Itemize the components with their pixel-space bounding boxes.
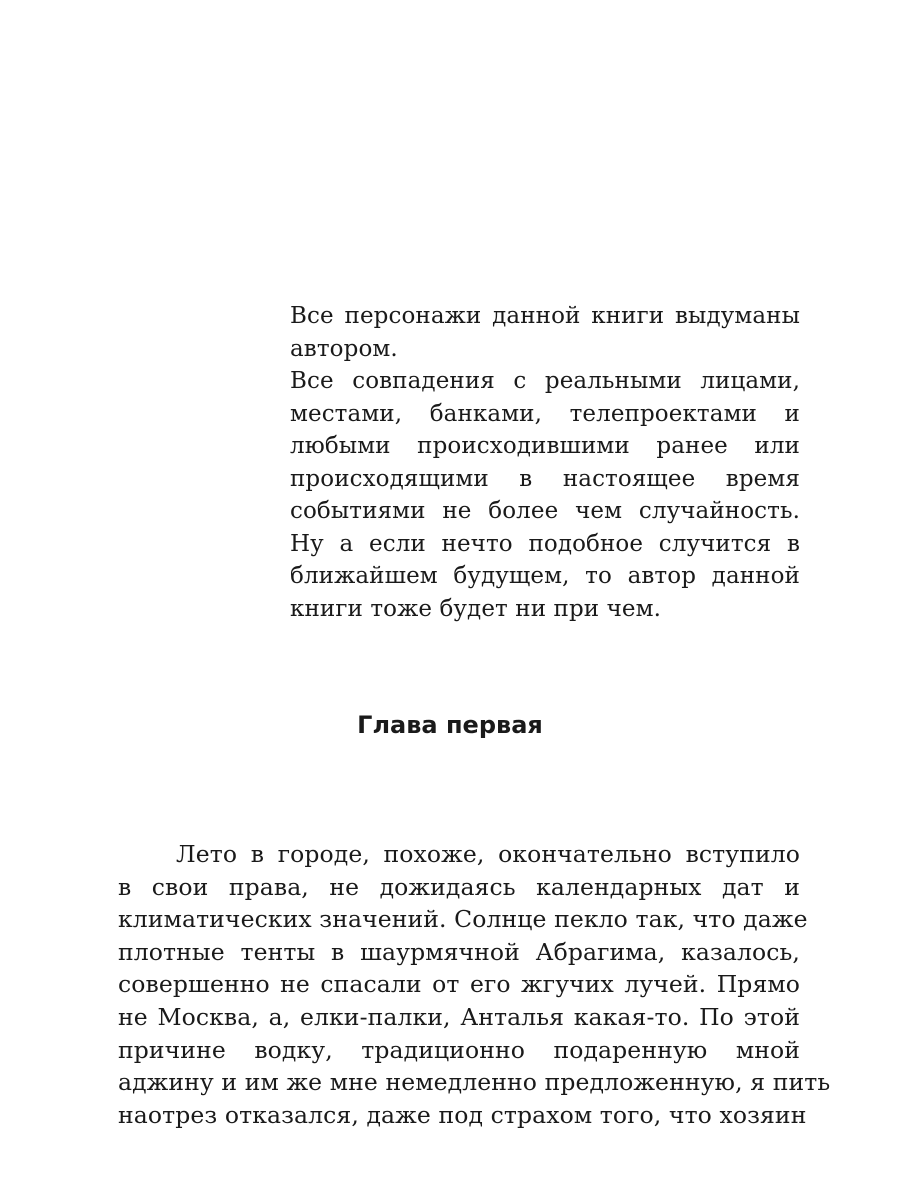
chapter-body [118, 838, 831, 1131]
disclaimer-line: местами, банками, телепроектами и [290, 400, 800, 427]
disclaimer-block [290, 300, 800, 625]
body-line: в свои права, не дожидаясь календарных дат и [118, 872, 800, 901]
disclaimer-line: Все совпадения с реальными лицами, [290, 368, 800, 394]
disclaimer-line: автором. [290, 335, 398, 362]
body-line: наотрез отказался, даже под страхом того, что хозяин [118, 1100, 807, 1129]
body-line: плотные тенты в шаурмячной Абрагима, казалось, [118, 937, 800, 966]
body-line: не Москва, а, елки-палки, Анталья какая-то. По этой [118, 1002, 800, 1031]
disclaimer-line: событиями не более чем случайность. [290, 498, 800, 524]
disclaimer-line: любыми происходившими ранее или [290, 433, 800, 459]
disclaimer-line: Ну а если нечто подобное случится в [290, 530, 800, 557]
body-line: причине водку, традиционно подаренную мной [118, 1035, 800, 1064]
chapter-title: Глава первая [357, 711, 543, 739]
disclaimer-line: Все персонажи данной книги выдуманы [290, 303, 800, 329]
body-line: Лето в городе, похоже, окончательно вступило [176, 840, 800, 868]
disclaimer-line: книги тоже будет ни при чем. [290, 595, 662, 622]
disclaimer-line: происходящими в настоящее время [290, 465, 800, 492]
body-line: аджину и им же мне немедленно предложенную, я пить [118, 1068, 831, 1097]
disclaimer-line: ближайшем будущем, то автор данной [290, 563, 800, 589]
body-line: совершенно не спасали от его жгучих лучей. Прямо [118, 970, 800, 999]
body-line: климатических значений. Солнце пекло так, что даже [118, 905, 808, 934]
